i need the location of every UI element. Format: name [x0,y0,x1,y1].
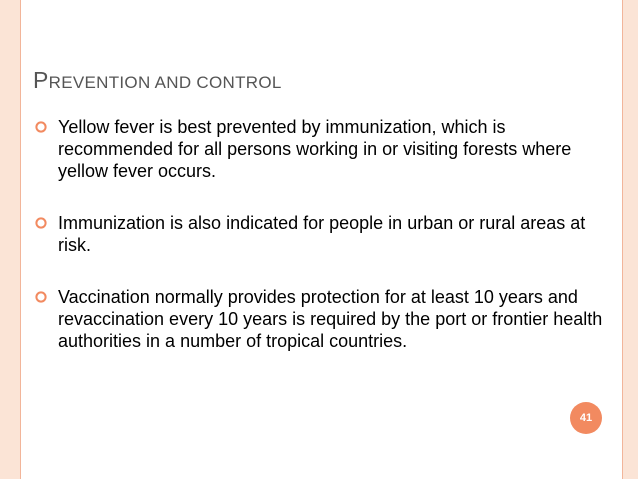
left-border-line [20,0,21,479]
bullet-item [34,116,609,182]
left-border [0,0,20,479]
circle-bullet-icon [35,217,47,229]
bullet-item [34,286,609,352]
circle-bullet-icon [35,121,47,133]
bullet-text: Immunization is also indicated for people in urban or rural areas at risk. [58,213,586,255]
slide-title [33,67,282,96]
page-number-badge: 41 [570,402,602,434]
bullet-list [34,116,609,352]
right-border-line [622,0,623,479]
slide-title-rest: REVENTION AND CONTROL [48,73,282,92]
bullet-text: Vaccination normally provides protection for at least 10 years and revaccination every 10 years is required by the port or frontier health authorities in a number of tropical countries. [58,287,603,351]
right-border [623,0,638,479]
circle-bullet-icon [35,291,47,303]
bullet-text: Yellow fever is best prevented by immunization, which is recommended for all persons working in or visiting forests where yellow fever occurs. [58,117,572,181]
bullet-item [34,212,609,256]
slide-title-initial: P [33,67,49,93]
